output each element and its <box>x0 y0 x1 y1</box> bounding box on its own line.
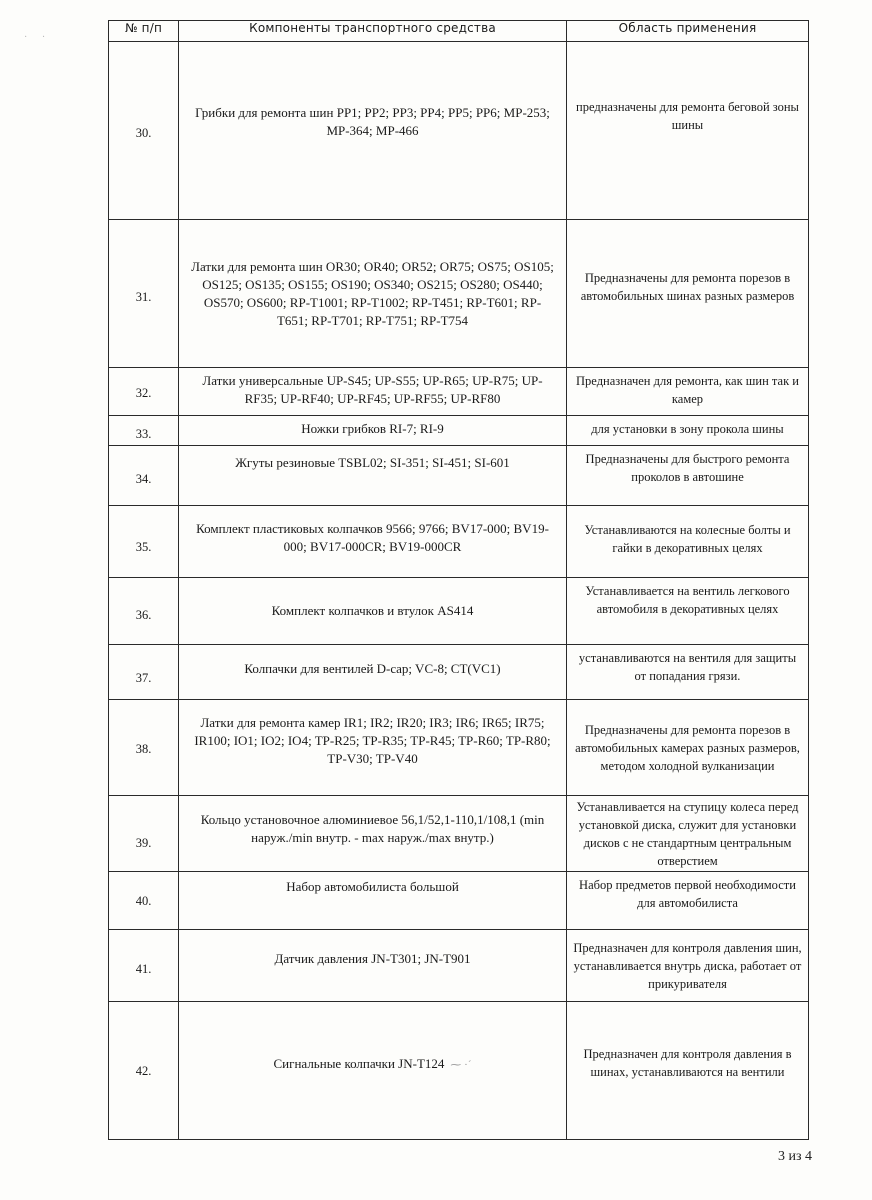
row-number-text: 31. <box>135 290 152 304</box>
row-area <box>567 930 809 1002</box>
row-number-text: 32. <box>135 386 152 400</box>
row-area <box>567 872 809 930</box>
row-number-text: 36. <box>135 608 152 622</box>
row-area-text: Предназначен для контроля давления в шинах, устанавливаются на вентили <box>583 1046 792 1079</box>
row-area <box>567 416 809 446</box>
row-component-text: Ножки грибков RI-7; RI-9 <box>301 421 444 436</box>
table-row <box>109 796 809 872</box>
row-number-text: 40. <box>135 894 152 908</box>
row-number-text: 35. <box>135 540 152 554</box>
header-number: № п/п <box>109 21 179 42</box>
row-component-text: Комплект пластиковых колпачков 9566; 9766; BV17-000; BV19-000; BV17-000CR; BV19-000CR <box>196 520 549 554</box>
row-component-text: Набор автомобилиста большой <box>286 879 459 894</box>
row-area-text: предназначены для ремонта беговой зоны шины <box>576 99 799 132</box>
row-area-text: Устанавливается на ступицу колеса перед установкой диска, служит для установки дисков с не стандартным центральным отверстием <box>576 799 799 868</box>
row-component-text: Жгуты резиновые TSBL02; SI-351; SI-451; SI-601 <box>235 455 510 470</box>
table-row <box>109 506 809 578</box>
row-component <box>179 930 567 1002</box>
row-number <box>109 446 179 506</box>
table-row <box>109 368 809 416</box>
row-area <box>567 42 809 220</box>
table-row <box>109 1002 809 1140</box>
row-component <box>179 796 567 872</box>
table-row <box>109 220 809 368</box>
table-row <box>109 446 809 506</box>
row-area-text: устанавливаются на вентиля для защиты от попадания грязи. <box>578 651 797 683</box>
row-number <box>109 645 179 700</box>
row-number <box>109 1002 179 1140</box>
row-area <box>567 368 809 416</box>
row-number-text: 30. <box>135 126 152 140</box>
table-row <box>109 645 809 700</box>
row-component <box>179 1002 567 1140</box>
row-component <box>179 416 567 446</box>
row-number <box>109 368 179 416</box>
table-row <box>109 930 809 1002</box>
row-number <box>109 930 179 1002</box>
row-component-text: Датчик давления JN-T301; JN-T901 <box>274 950 471 966</box>
row-number <box>109 506 179 578</box>
row-number <box>109 700 179 796</box>
components-table <box>108 20 809 1140</box>
row-number <box>109 578 179 645</box>
row-area <box>567 1002 809 1140</box>
scan-speck: · · <box>24 32 52 43</box>
page-number: 3 из 4 <box>778 1149 813 1164</box>
row-number-text: 34. <box>135 472 152 486</box>
row-component-text: Латки для ремонта камер IR1; IR2; IR20; IR3; IR6; IR65; IR75; IR100; IO1; IO2; IO4; TP-R25; TP-R35; TP-R45; TP-R60; TP-R80; TP-V30; TP-V40 <box>194 714 551 766</box>
row-number-text: 33. <box>135 427 152 441</box>
row-component-text: Комплект колпачков и втулок AS414 <box>271 603 474 618</box>
row-area <box>567 220 809 368</box>
table-row <box>109 42 809 220</box>
table-row <box>109 872 809 930</box>
row-area <box>567 446 809 506</box>
row-number-text: 38. <box>135 742 152 756</box>
row-component <box>179 872 567 930</box>
pen-mark: ⁓ ·´ <box>450 1059 472 1071</box>
row-number <box>109 220 179 368</box>
row-component <box>179 446 567 506</box>
row-component-text: Грибки для ремонта шин PP1; PP2; PP3; PP4; PP5; PP6; MP-253; MP-364; MP-466 <box>195 104 550 138</box>
row-number-text: 41. <box>135 962 152 976</box>
row-area-text: Предназначен для ремонта, как шин так и камер <box>576 374 799 406</box>
header-area: Область применения <box>567 21 809 42</box>
row-component <box>179 645 567 700</box>
row-number-text: 39. <box>135 836 152 850</box>
row-area-text: для установки в зону прокола шины <box>591 422 784 436</box>
row-area <box>567 506 809 578</box>
row-area-text: Предназначен для контроля давления шин, устанавливается внутрь диска, работает от прикуривателя <box>573 940 802 991</box>
row-component <box>179 368 567 416</box>
row-number <box>109 872 179 930</box>
row-component-text: Сигнальные колпачки JN-T124 <box>273 1056 445 1071</box>
table-row <box>109 416 809 446</box>
row-number-text: 42. <box>135 1064 152 1078</box>
row-number <box>109 42 179 220</box>
row-area-text: Предназначены для ремонта порезов в автомобильных шинах разных размеров <box>580 270 795 303</box>
row-component-text: Латки универсальные UP-S45; UP-S55; UP-R65; UP-R75; UP-RF35; UP-RF40; UP-RF45; UP-RF55; UP-RF80 <box>202 373 543 406</box>
table-row <box>109 578 809 645</box>
row-component <box>179 506 567 578</box>
row-area-text: Набор предметов первой необходимости для автомобилиста <box>579 878 796 910</box>
row-component-text: Кольцо установочное алюминиевое 56,1/52,1-110,1/108,1 (min наруж./min внутр. - max наруж./max внутр.) <box>200 811 545 845</box>
row-area-text: Устанавливаются на колесные болты и гайки в декоративных целях <box>584 522 791 555</box>
row-component <box>179 220 567 368</box>
row-component-text: Колпачки для вентилей D-cap; VC-8; CT(VC1) <box>244 661 501 676</box>
header-component: Компоненты транспортного средства <box>179 21 567 42</box>
row-component <box>179 578 567 645</box>
row-area <box>567 796 809 872</box>
row-area-text: Предназначены для быстрого ремонта проколов в автошине <box>585 452 790 484</box>
row-number <box>109 796 179 872</box>
row-area <box>567 645 809 700</box>
row-number-text: 37. <box>135 671 152 685</box>
row-component-text: Латки для ремонта шин OR30; OR40; OR52; OR75; OS75; OS105; OS125; OS135; OS155; OS190; OS340; OS215; OS280; OS440; OS570; OS600; RP-T1001; RP-T1002; RP-T451; RP-T601; RP-T651; RP-T701; RP-T751; RP-T754 <box>191 258 554 328</box>
table-header-row <box>109 21 809 42</box>
table-row <box>109 700 809 796</box>
row-component <box>179 42 567 220</box>
row-area-text: Предназначены для ремонта порезов в автомобильных камерах разных размеров, методом холодной вулканизации <box>575 722 800 773</box>
row-area-text: Устанавливается на вентиль легкового автомобиля в декоративных целях <box>585 584 790 616</box>
row-area <box>567 578 809 645</box>
row-area <box>567 700 809 796</box>
row-number <box>109 416 179 446</box>
row-component <box>179 700 567 796</box>
